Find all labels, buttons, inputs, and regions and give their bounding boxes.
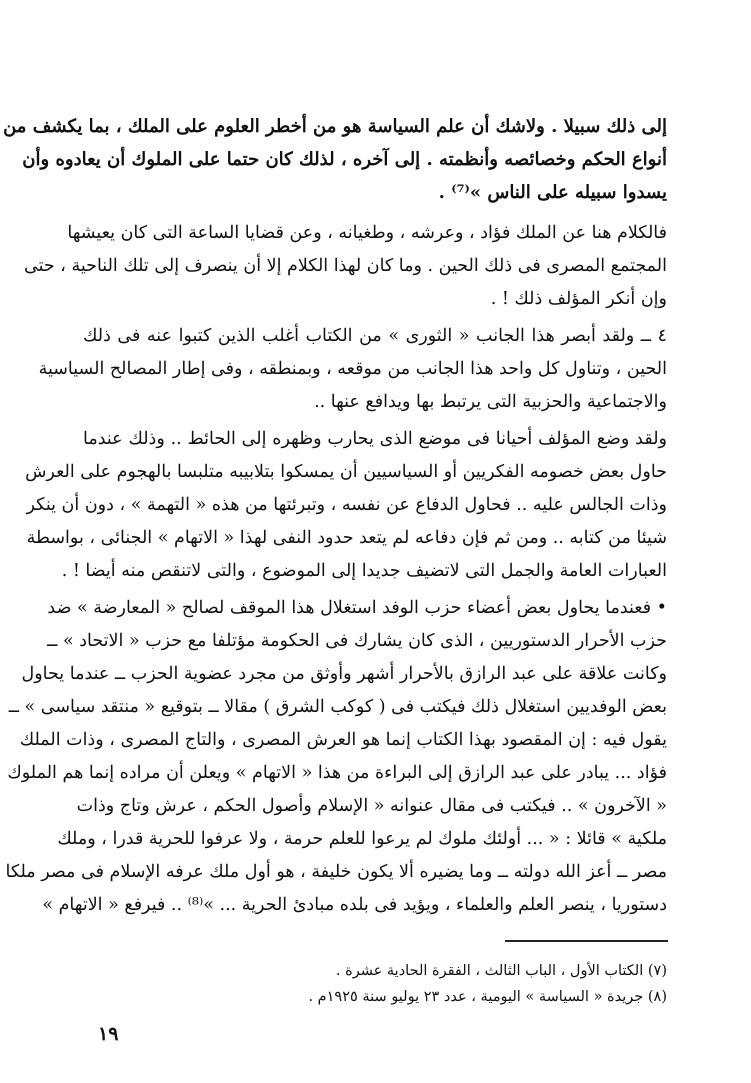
text-line: ملكية » قائلا : « ... أولئك ملوك لم يرعوا للعلم حرمة ، ولا عرفوا للحرية قدرا ، وملك: [57, 829, 667, 849]
text-line: « الآخرون » .. فيكتب فى مقال عنوانه « الإسلام وأصول الحكم ، عرش وتاج وذات: [76, 796, 667, 816]
text-line: ٤ ــ ولقد أبصر هذا الجانب « الثورى » من الكتاب أغلب الذين كتبوا عنه فى ذلك: [83, 326, 667, 346]
text-line: المجتمع المصرى فى ذلك الحين . وما كان لهذا الكلام إلا أن ينصرف إلى تلك الناحية ، حتى: [24, 256, 667, 276]
page-number: ١٩: [98, 1023, 119, 1045]
text-line: والاجتماعية والحزبية التى يرتبط بها ويدافع عنها ..: [314, 392, 667, 412]
text-line: وكانت علاقة على عبد الرازق بالأحرار أشهر وأوثق من مجرد عضوية الحزب ــ عندما يحاول: [21, 664, 667, 684]
text-line: بعض الوفديين استغلال ذلك فيكتب فى ( كوكب الشرق ) مقالا ــ بتوقيع « منتقد سياسى » ــ: [8, 697, 667, 717]
text-line: إلى ذلك سبيلا . ولاشك أن علم السياسة هو من أخطر العلوم على الملك ، بما يكشف من: [3, 116, 667, 137]
text-line: أنواع الحكم وخصائصه وأنظمته . إلى آخره ، لذلك كان حتما على الملوك أن يعادوه وأن: [22, 149, 667, 170]
text-line: فؤاد ... يبادر على عبد الرازق إلى البراءة من هذا « الاتهام » ويعلن أن مراده إنما هم الملوك: [7, 763, 667, 783]
text-line: دستوريا ، ينصر العلم والعلماء ، ويؤيد فى بلده مبادئ الحرية ... »⁽⁸⁾ .. فيرفع « الاتهام »: [42, 895, 667, 915]
paragraph: [5, 592, 667, 922]
footnote-7: (٧) الكتاب الأول ، الباب الثالث ، الفقرة الحادية عشرة .: [335, 963, 667, 979]
text-line: • فعندما يحاول بعض أعضاء حزب الوفد استغلال هذا الموقف لصالح « المعارضة » ضد: [47, 598, 667, 618]
text-line: مصر ــ أعز الله دولته ــ وما يضيره ألا يكون خليفة ، هو أول ملك عرفه الإسلام فى مصر ملكا: [5, 862, 667, 882]
footnote-8: (٨) جريدة « السياسة » اليومية ، عدد ٢٣ يوليو سنة ١٩٢٥م .: [308, 989, 667, 1005]
quoted-paragraph: [3, 110, 667, 209]
text-line: فالكلام هنا عن الملك فؤاد ، وعرشه ، وطغيانه ، وعن قضايا الساعة التى كان يعيشها: [67, 223, 667, 243]
paragraph: [25, 423, 667, 588]
paragraph: [24, 217, 667, 316]
text-line: حزب الأحرار الدستوريين ، الذى كان يشارك فى الحكومة مؤتلفا مع حزب « الاتحاد » ــ: [47, 631, 667, 651]
footnote-separator: [505, 940, 668, 942]
text-line: وذات الجالس عليه .. فحاول الدفاع عن نفسه ، وتبرئتها من هذه « التهمة » ، دون أن ينكر: [26, 495, 667, 515]
text-line: شيئا من كتابه .. ومن ثم فإن دفاعه لم يتعد حدود النفى لهذا « الاتهام » الجنائى ، بواسطة: [26, 528, 667, 548]
paragraph: [38, 320, 667, 419]
text-line: العبارات العامة والجمل التى لاتضيف جديدا إلى الموضوع ، والتى لاتنقص منه أيضا ! .: [61, 561, 667, 581]
text-line: ولقد وضع المؤلف أحيانا فى موضع الذى يحارب وظهره إلى الحائط .. وذلك عندما: [83, 429, 667, 449]
text-line: يسدوا سبيله على الناس »⁽⁷⁾ .: [438, 182, 667, 203]
text-line: وإن أنكر المؤلف ذلك ! .: [490, 289, 667, 309]
text-line: يقول فيه : إن المقصود بهذا الكتاب إنما هو العرش المصرى ، والتاج المصرى ، وذات الملك: [19, 730, 667, 750]
text-line: الحين ، وتناول كل واحد هذا الجانب من موقعه ، وبمنطقه ، وفى إطار المصالح السياسية: [38, 359, 667, 379]
text-line: حاول بعض خصومه الفكريين أو السياسيين أن يمسكوا بتلابيبه متلبسا بالهجوم على العرش: [25, 462, 667, 482]
